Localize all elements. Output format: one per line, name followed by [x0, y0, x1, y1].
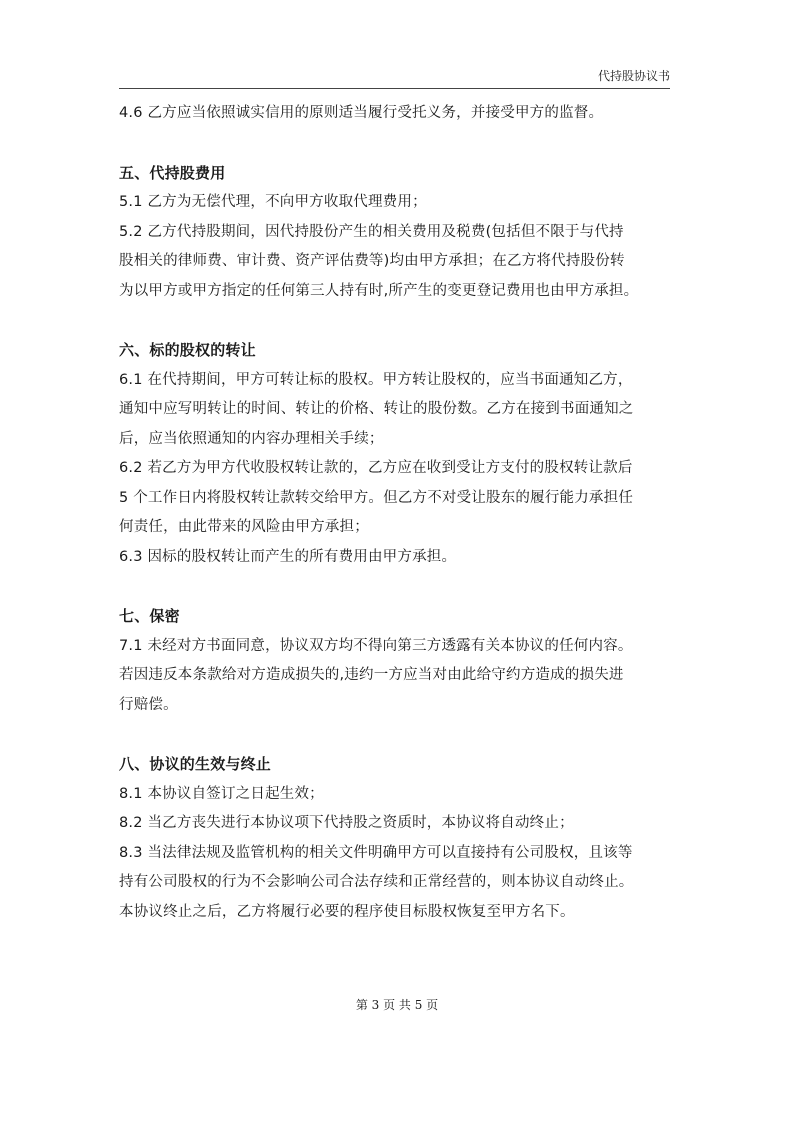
text-line: 股相关的律师费、审计费、资产评估费等)均由甲方承担；在乙方将代持股份转 [119, 253, 625, 269]
section-heading: 六、标的股权的转让 [119, 341, 256, 359]
text-line: 通知中应写明转让的时间、转让的价格、转让的股份数。乙方在接到书面通知之 [119, 401, 634, 417]
text-line: 本协议终止之后，乙方将履行必要的程序使目标股权恢复至甲方名下。 [119, 903, 575, 920]
text-line: 6.1 在代持期间，甲方可转让标的股权。甲方转让股权的，应当书面通知乙方， [119, 371, 633, 388]
text-line: 6.2 若乙方为甲方代收股权转让款的，乙方应在收到受让方支付的股权转让款后 [119, 460, 633, 476]
paragraph-gap [119, 129, 691, 159]
text-line: 若因违反本条款给对方造成损失的,违约一方应当对由此给守约方造成的损失进 [119, 667, 624, 683]
header-title: 代持股协议书 [597, 69, 670, 83]
text-line: 4.6 乙方应当依照诚实信用的原则适当履行受托义务，并接受甲方的监督。 [119, 105, 604, 121]
text-line: 行赔偿。 [119, 696, 178, 713]
text-line: 何责任，由此带来的风险由甲方承担； [119, 519, 369, 535]
text-line: 8.3 当法律法规及监管机构的相关文件明确甲方可以直接持有公司股权，且该等 [119, 844, 633, 861]
paragraph-gap [119, 720, 691, 750]
text-line: 5.2 乙方代持股期间，因代持股份产生的相关费用及税费(包括但不限于与代持 [119, 223, 624, 240]
section-heading: 八、协议的生效与终止 [119, 755, 272, 773]
text-line: 6.3 因标的股权转让而产生的所有费用由甲方承担。 [119, 548, 457, 565]
text-line: 后，应当依照通知的内容办理相关手续； [119, 430, 384, 447]
text-line: 7.1 未经对方书面同意，协议双方均不得向第三方透露有关本协议的任何内容。 [119, 637, 633, 654]
section-heading: 七、保密 [119, 607, 180, 625]
paragraph-gap [119, 572, 691, 602]
text-line: 8.1 本协议自签订之日起生效； [119, 785, 324, 802]
document-body [119, 99, 691, 927]
paragraph-gap [119, 306, 691, 336]
text-line: 持有公司股权的行为不会影响公司合法存续和正常经营的，则本协议自动终止。 [119, 874, 634, 890]
text-line: 为以甲方或甲方指定的任何第三人持有时,所产生的变更登记费用也由甲方承担。 [119, 282, 639, 299]
text-line: 5.1 乙方为无偿代理，不向甲方收取代理费用； [119, 194, 427, 210]
page-number: 第 3 页 共 5 页 [355, 998, 439, 1012]
section-heading: 五、代持股费用 [119, 163, 226, 182]
page-header [119, 66, 670, 89]
text-line: 5 个工作日内将股权转让款转交给甲方。但乙方不对受让股东的履行能力承担任 [119, 489, 634, 506]
text-line: 8.2 当乙方丧失进行本协议项下代持股之资质时，本协议将自动终止； [119, 815, 574, 831]
